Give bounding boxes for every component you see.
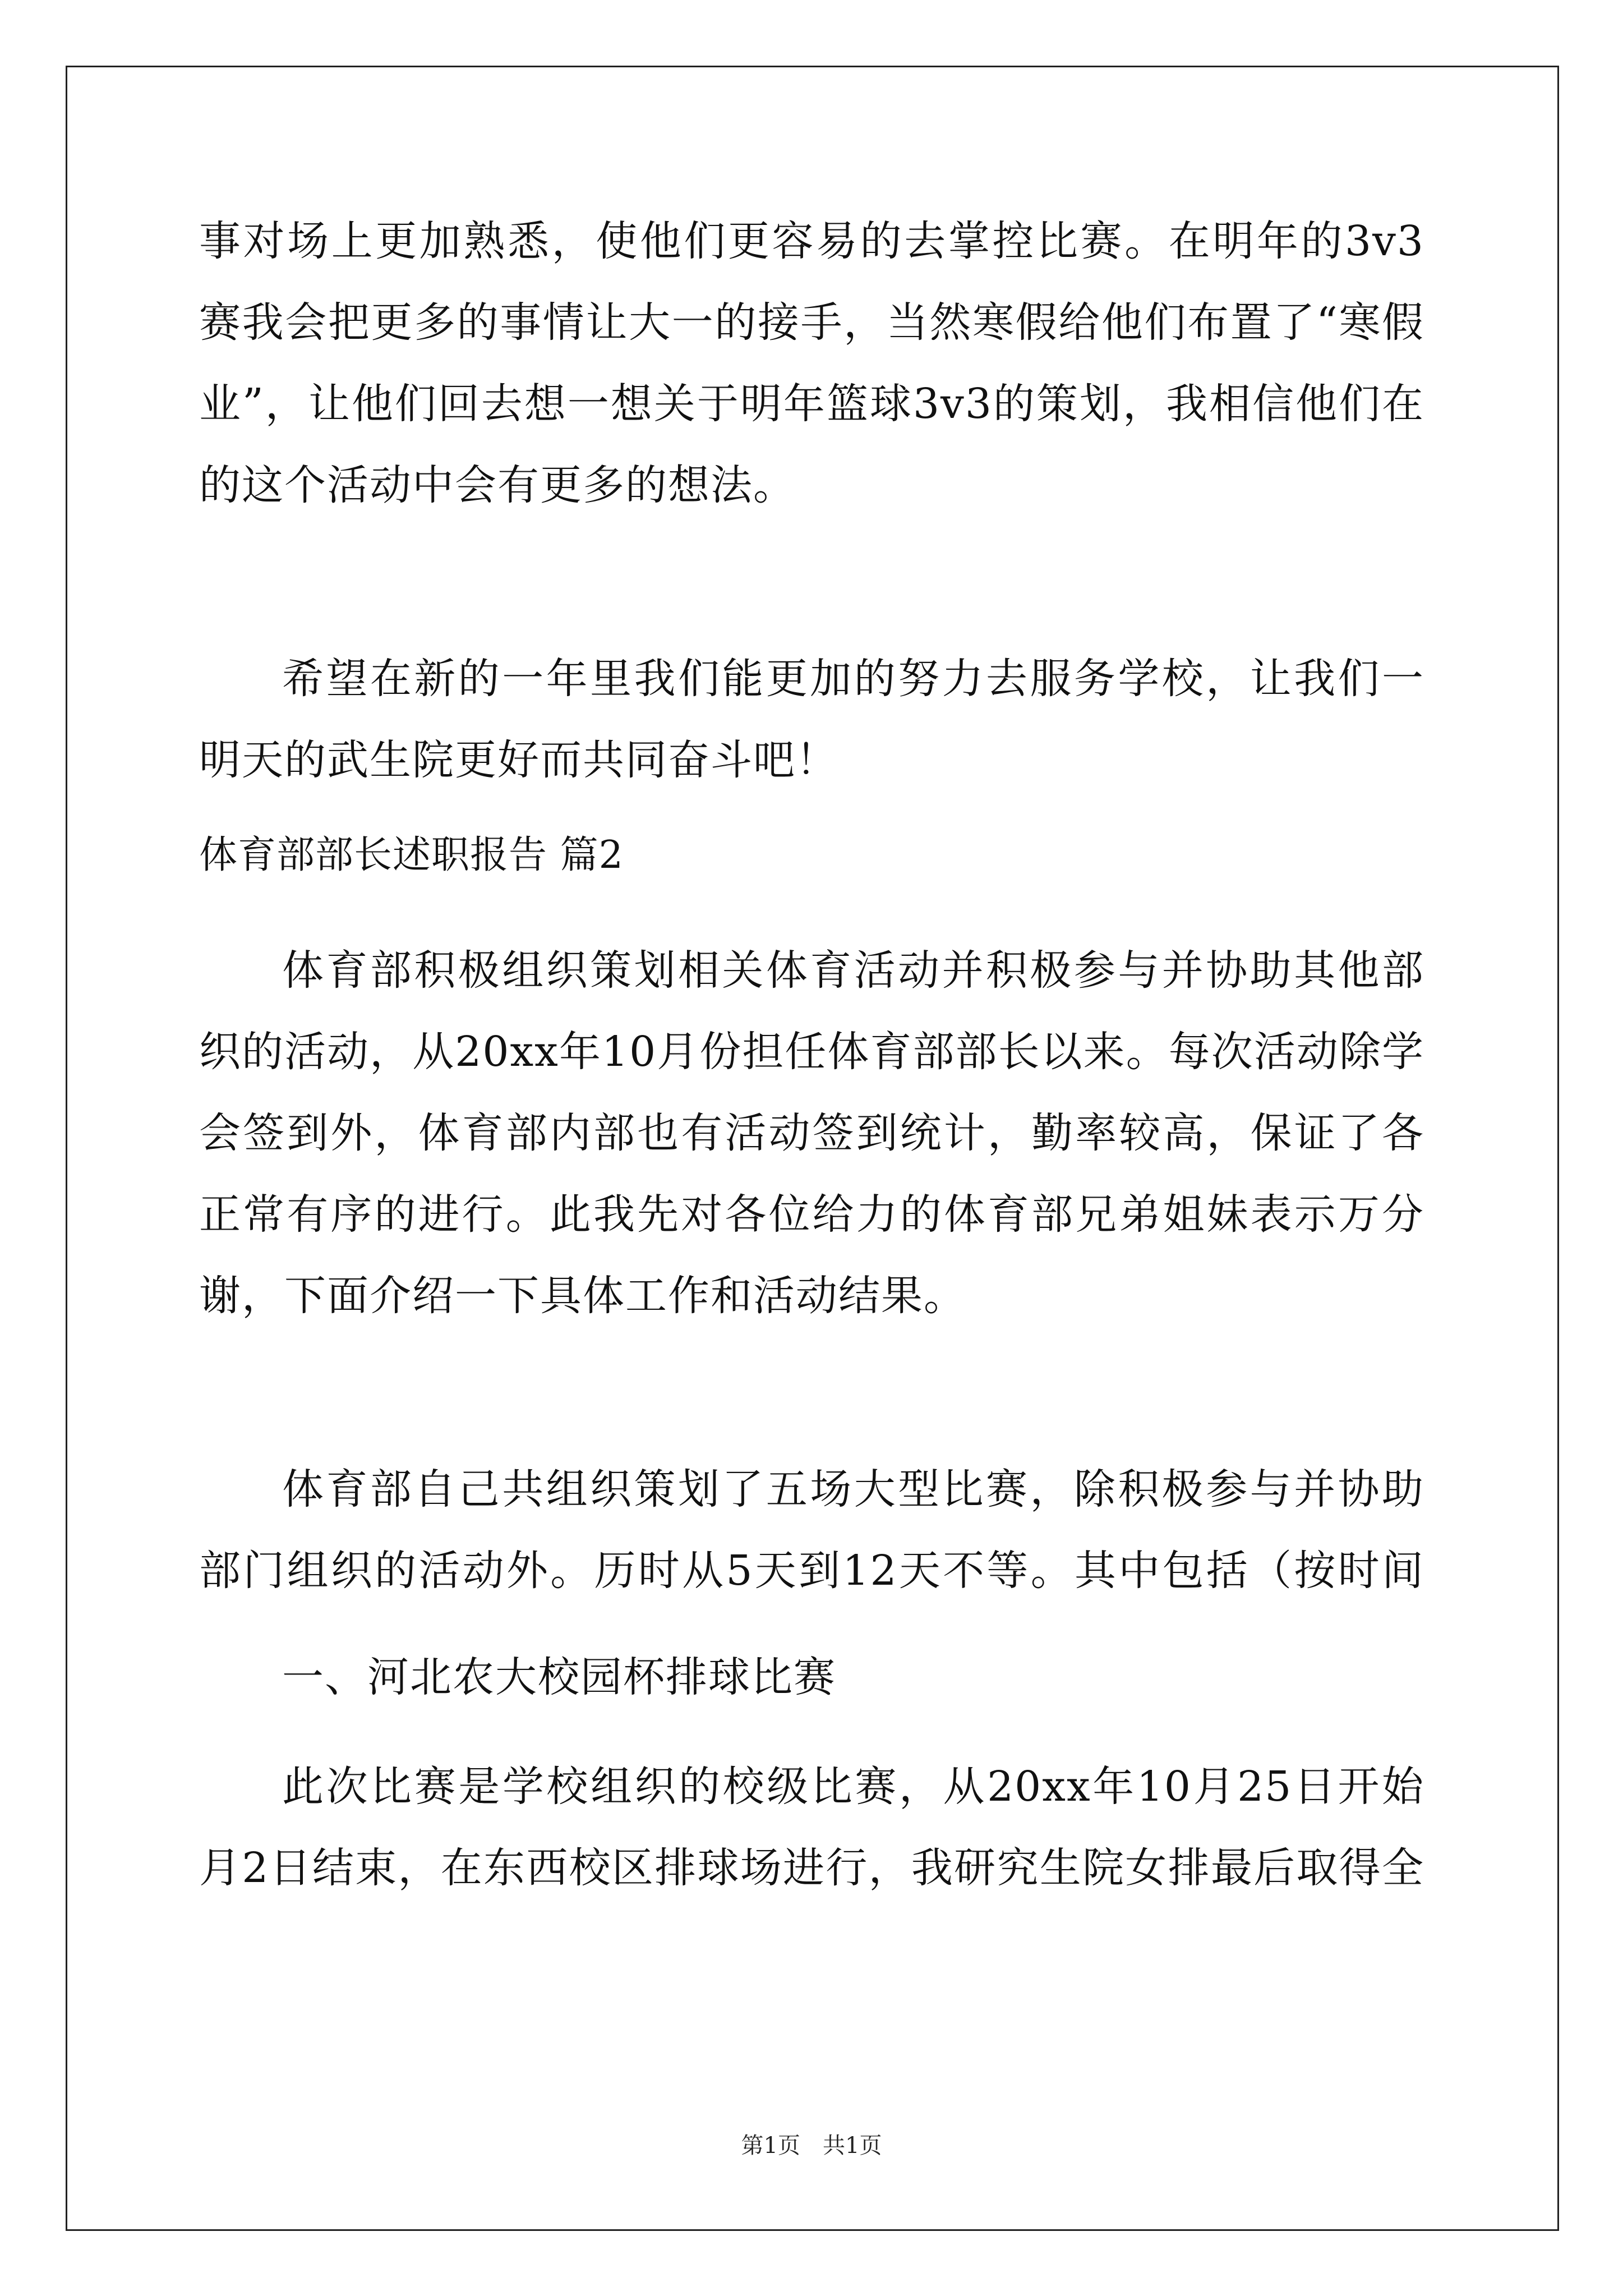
list-item-heading: 一、河北农大校园杯排球比赛 — [282, 1653, 836, 1701]
paragraph-line: 月2日结束，在东西校区排球场进行，我研究生院女排最后取得全 — [199, 1844, 1424, 1892]
paragraph-line: 明天的武生院更好而共同奋斗吧！ — [199, 736, 838, 784]
paragraph-line: 体育部积极组织策划相关体育活动并积极参与并协助其他部 — [282, 946, 1424, 995]
page-footer — [0, 2132, 1623, 2160]
paragraph-line: 织的活动，从20xx年10月份担任体育部部长以来。每次活动除学 — [199, 1028, 1424, 1076]
total-pages: 共1页 — [823, 2133, 882, 2159]
paragraph-line: 事对场上更加熟悉，使他们更容易的去掌控比赛。在明年的3v3 — [199, 217, 1424, 265]
paragraph-line: 正常有序的进行。此我先对各位给力的体育部兄弟姐妹表示万分 — [199, 1190, 1424, 1239]
paragraph-line: 此次比赛是学校组织的校级比赛，从20xx年10月25日开始 — [282, 1763, 1424, 1811]
page-number: 第1页 — [741, 2133, 800, 2159]
paragraph-line: 部门组织的活动外。历时从5天到12天不等。其中包括（按时间 — [199, 1547, 1424, 1595]
paragraph-line: 的这个活动中会有更多的想法。 — [199, 461, 796, 509]
paragraph-line: 会签到外，体育部内部也有活动签到统计，勤率较高，保证了各 — [199, 1109, 1424, 1157]
paragraph-line: 谢，下面介绍一下具体工作和活动结果。 — [199, 1272, 966, 1320]
paragraph-line: 体育部自己共组织策划了五场大型比赛，除积极参与并协助 — [282, 1465, 1424, 1513]
paragraph-line: 希望在新的一年里我们能更加的努力去服务学校，让我们一 — [282, 655, 1424, 703]
paragraph-line: 赛我会把更多的事情让大一的接手，当然寒假给他们布置了“寒假 — [199, 298, 1424, 347]
paragraph-line: 业”，让他们回去想一想关于明年篮球3v3的策划，我相信他们在 — [199, 380, 1424, 428]
section-heading: 体育部部长述职报告 篇2 — [199, 833, 624, 877]
